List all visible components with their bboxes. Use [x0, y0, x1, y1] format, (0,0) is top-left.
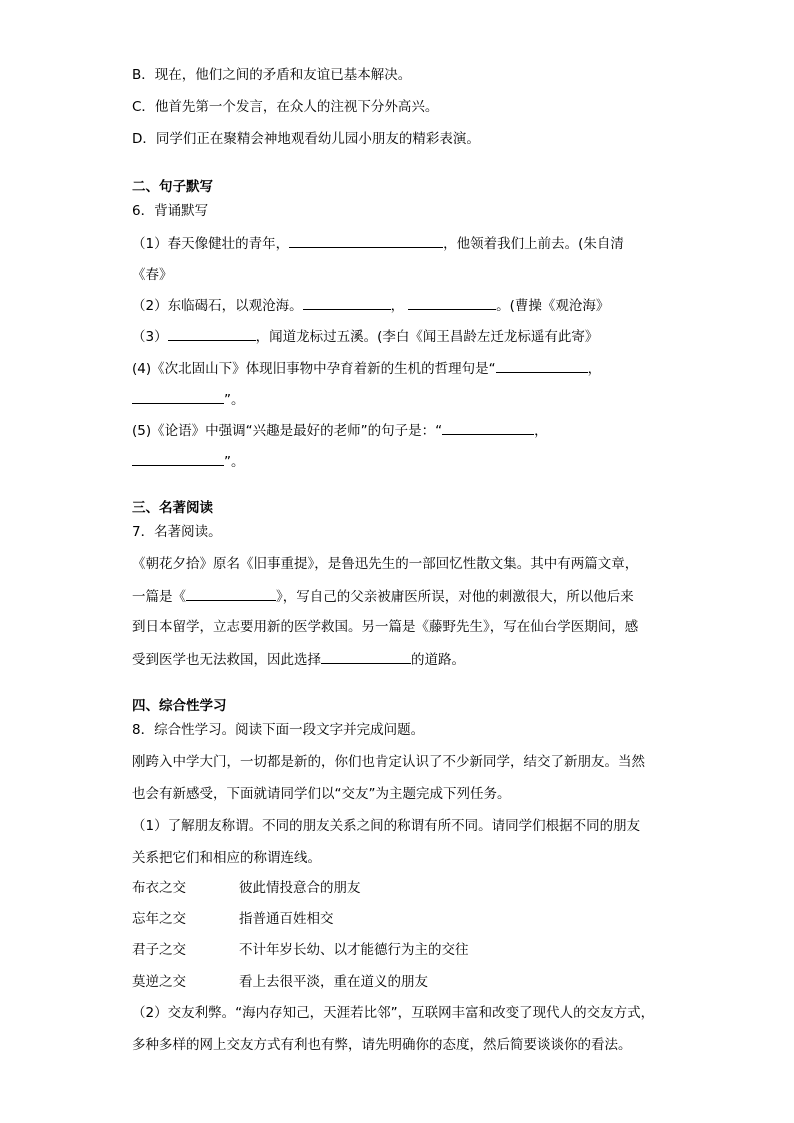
q6-line-2	[132, 296, 609, 314]
answer-blank[interactable]	[303, 296, 391, 310]
friendship-term: 君子之交	[132, 942, 186, 958]
friendship-term: 莫逆之交	[132, 974, 186, 990]
q6-line-1-cont: 《春》	[132, 267, 173, 283]
friendship-description: 不计年岁长幼、以才能德行为主的交往	[239, 942, 469, 958]
q6-line-4-cont	[132, 390, 245, 408]
answer-blank[interactable]	[289, 234, 443, 248]
q6-line-5-cont	[132, 452, 245, 470]
q8-paragraph-line: 刚跨入中学大门，一切都是新的，你们也肯定认识了不少新同学，结交了新朋友。当然	[132, 754, 645, 770]
section-heading-comprehensive: 四、综合性学习	[132, 698, 227, 714]
option-c: C．他首先第一个发言，在众人的注视下分外高兴。	[132, 99, 439, 115]
section-heading-recitation: 二、句子默写	[132, 179, 213, 195]
q7-text: 受到医学也无法救国，因此选择	[132, 652, 321, 668]
option-b: B．现在，他们之间的矛盾和友谊已基本解决。	[132, 67, 412, 83]
friendship-description: 指普通百姓相交	[239, 911, 334, 927]
answer-blank[interactable]	[132, 452, 224, 466]
q7-paragraph-line: 《朝花夕拾》原名《旧事重提》，是鲁迅先生的一部回忆性散文集。其中有两篇文章，	[132, 556, 639, 572]
q6-line-3	[132, 327, 598, 345]
q6-line-5-text-b: ，	[534, 423, 548, 439]
answer-blank[interactable]	[186, 587, 276, 601]
q6-line-4-text-a: (4)《次北固山下》体现旧事物中孕育着新的生机的哲理句是“	[132, 361, 496, 377]
question-8-title: 8．综合性学习。阅读下面一段文字并完成问题。	[132, 722, 425, 738]
answer-blank[interactable]	[408, 296, 496, 310]
question-7-title: 7．名著阅读。	[132, 524, 222, 540]
q7-text: 》，写自己的父亲被庸医所误，对他的刺激很大，所以他后来	[276, 589, 634, 605]
q6-line-1	[132, 234, 624, 252]
q6-line-1-text-b: ，他领着我们上前去。(朱自清	[443, 236, 624, 252]
q8-task-2-line: 多种多样的网上交友方式有利也有弊，请先明确你的态度，然后简要谈谈你的看法。	[132, 1037, 632, 1053]
q8-task-1-line: （1）了解朋友称谓。不同的朋友关系之间的称谓有所不同。请同学们根据不同的朋友	[132, 818, 641, 834]
q8-paragraph-line: 也会有新感受，下面就请同学们以“交友”为主题完成下列任务。	[132, 786, 511, 802]
q8-task-2-line: （2）交友利弊。“海内存知己，天涯若比邻”，互联网丰富和改变了现代人的交友方式，	[132, 1005, 655, 1021]
answer-blank[interactable]	[321, 650, 411, 664]
q6-line-4-text-c: ”。	[224, 392, 245, 408]
q6-line-5-text-a: (5)《论语》中强调“兴趣是最好的老师”的句子是：“	[132, 423, 443, 439]
option-d: D．同学们正在聚精会神地观看幼儿园小朋友的精彩表演。	[132, 131, 480, 147]
answer-blank[interactable]	[442, 421, 534, 435]
q7-paragraph-line	[132, 587, 634, 605]
q7-text: 一篇是《	[132, 589, 186, 605]
q6-line-1-text-a: （1）春天像健壮的青年，	[132, 236, 290, 252]
q7-paragraph-line	[132, 650, 465, 668]
q8-task-1-line: 关系把它们和相应的称谓连线。	[132, 850, 321, 866]
q7-text: 的道路。	[411, 652, 465, 668]
answer-blank[interactable]	[168, 327, 256, 341]
q6-line-3-text-b: ，闻道龙标过五溪。(李白《闻王昌龄左迁龙标遥有此寄》	[255, 329, 599, 345]
friendship-description: 看上去很平淡，重在道义的朋友	[239, 974, 428, 990]
q6-line-4	[132, 359, 601, 377]
q6-line-2-text-b: ，	[390, 298, 405, 314]
answer-blank[interactable]	[496, 359, 588, 373]
question-6-title: 6．背诵默写	[132, 203, 209, 219]
q6-line-2-text-c: 。(曹操《观沧海》	[496, 298, 610, 314]
friendship-description: 彼此情投意合的朋友	[239, 880, 361, 896]
q6-line-5	[132, 421, 548, 439]
q6-line-3-text-a: （3）	[132, 329, 168, 345]
q7-paragraph-line: 到日本留学，立志要用新的医学救国。另一篇是《藤野先生》，写在仙台学医期间，感	[132, 619, 639, 635]
friendship-term: 布衣之交	[132, 880, 186, 896]
section-heading-classics: 三、名著阅读	[132, 500, 213, 516]
q6-line-2-text-a: （2）东临碣石，以观沧海。	[132, 298, 303, 314]
q6-line-4-text-b: ，	[587, 361, 602, 377]
answer-blank[interactable]	[132, 390, 224, 404]
friendship-term: 忘年之交	[132, 911, 186, 927]
q6-line-5-text-c: ”。	[224, 454, 245, 470]
